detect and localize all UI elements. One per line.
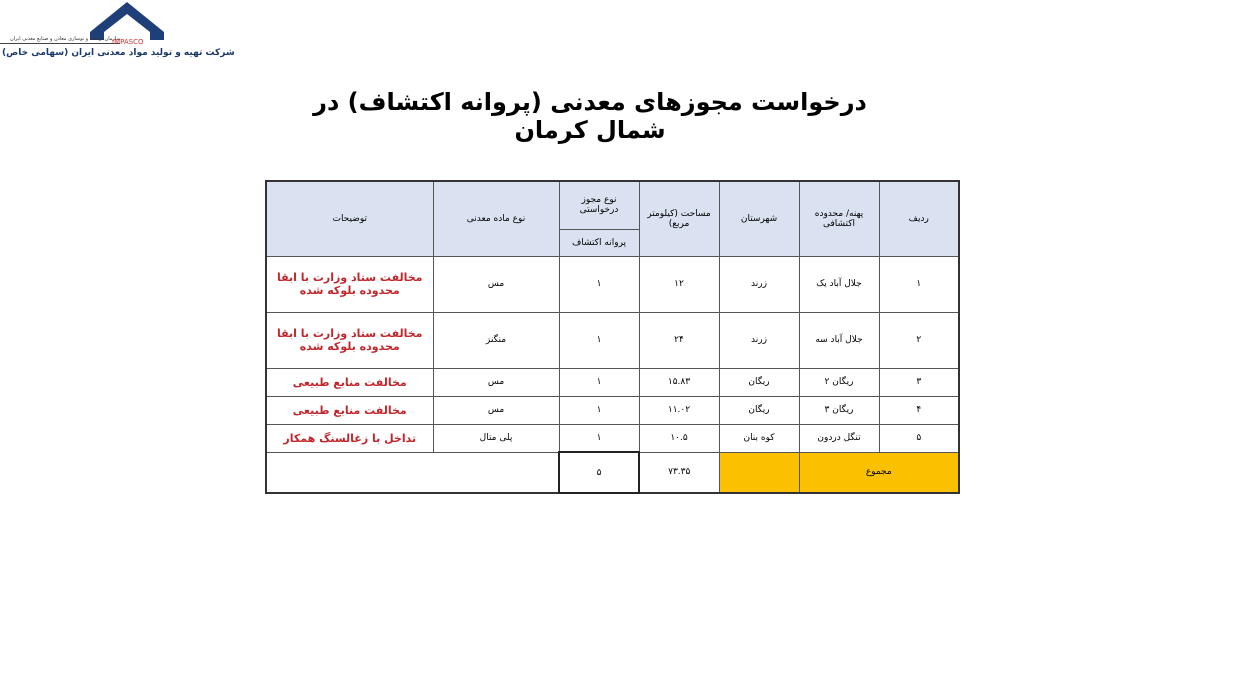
cell-row: ۲	[879, 312, 959, 368]
cell-county: ریگان	[719, 368, 799, 396]
cell-row: ۴	[879, 396, 959, 424]
licenses-table	[265, 180, 960, 494]
table-row	[266, 424, 959, 452]
cell-license: ۱	[559, 312, 639, 368]
cell-license: ۱	[559, 256, 639, 312]
cell-mineral: مس	[433, 256, 559, 312]
table-row	[266, 312, 959, 368]
cell-notes: تداخل با زغالسنگ همکار	[266, 424, 433, 452]
cell-license: ۱	[559, 396, 639, 424]
cell-size: ۲۴	[639, 312, 719, 368]
cell-row: ۵	[879, 424, 959, 452]
cell-license: ۱	[559, 368, 639, 396]
cell-size: ۱۲	[639, 256, 719, 312]
total-row	[266, 452, 959, 493]
logo-company-name: شرکت تهیه و تولید مواد معدنی ایران (سهامی خاص)	[2, 48, 235, 58]
header-row-number: ردیف	[879, 181, 959, 256]
cell-notes: مخالفت منابع طبیعی	[266, 396, 433, 424]
cell-area: جلال آباد یک	[799, 256, 879, 312]
total-label: مجموع	[799, 452, 959, 493]
header-license-type: نوع مجوز درخواستی	[559, 181, 639, 229]
cell-county: زرند	[719, 312, 799, 368]
cell-size: ۱۱.۰۲	[639, 396, 719, 424]
cell-notes: مخالفت ستاد وزارت با ابقا محدوده بلوکه شده	[266, 256, 433, 312]
cell-notes: مخالفت منابع طبیعی	[266, 368, 433, 396]
cell-county: ریگان	[719, 396, 799, 424]
header-mineral: نوع ماده معدنی	[433, 181, 559, 256]
cell-mineral: منگنز	[433, 312, 559, 368]
header-size: مساحت (کیلومتر مربع)	[639, 181, 719, 256]
cell-row: ۱	[879, 256, 959, 312]
table-row	[266, 368, 959, 396]
header-notes: توضیحات	[266, 181, 433, 256]
cell-area: جلال آباد سه	[799, 312, 879, 368]
table-row	[266, 396, 959, 424]
cell-mineral: مس	[433, 396, 559, 424]
cell-size: ۱۰.۵	[639, 424, 719, 452]
page-title: درخواست مجوزهای معدنی (پروانه اکتشاف) در شمال کرمان	[313, 88, 867, 144]
cell-area: ریگان ۳	[799, 396, 879, 424]
header-license-sub: پروانه اکتشاف	[559, 229, 639, 256]
total-blank	[266, 452, 559, 493]
cell-county: زرند	[719, 256, 799, 312]
table-row	[266, 256, 959, 312]
cell-size: ۱۵.۸۳	[639, 368, 719, 396]
cell-area: تنگل دردون	[799, 424, 879, 452]
total-empty	[719, 452, 799, 493]
cell-mineral: پلی متال	[433, 424, 559, 452]
cell-row: ۳	[879, 368, 959, 396]
total-size: ۷۳.۳۵	[639, 452, 719, 493]
cell-area: ریگان ۲	[799, 368, 879, 396]
cell-county: کوه بنان	[719, 424, 799, 452]
cell-mineral: مس	[433, 368, 559, 396]
header-county: شهرستان	[719, 181, 799, 256]
header-area: پهنه/ محدوده اکتشافی	[799, 181, 879, 256]
cell-notes: مخالفت ستاد وزارت با ابقا محدوده بلوکه شده	[266, 312, 433, 368]
company-logo	[0, 0, 235, 68]
logo-subtitle: سازمان توسعه و نوسازی معادن و صنایع معدنی ایران	[10, 36, 121, 42]
logo-brand: IMPASCO	[112, 38, 144, 46]
total-license: ۵	[559, 452, 639, 493]
cell-license: ۱	[559, 424, 639, 452]
